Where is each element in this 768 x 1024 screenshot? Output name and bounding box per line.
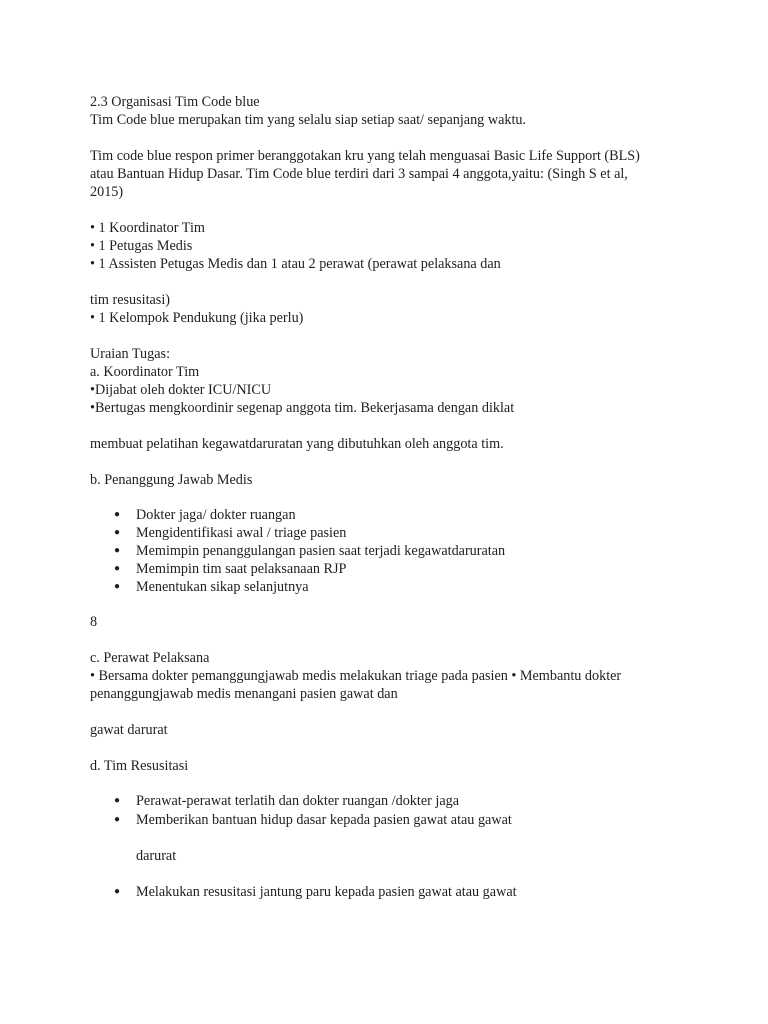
- member-item: • 1 Koordinator Tim: [90, 220, 205, 236]
- bullet-icon: ●: [114, 581, 121, 592]
- member-item: • 1 Petugas Medis: [90, 238, 193, 254]
- list-item-text: Memimpin penanggulangan pasien saat terjadi kegawatdaruratan: [136, 543, 506, 559]
- intro-text: Tim Code blue merupakan tim yang selalu siap setiap saat/ sepanjang waktu.: [90, 112, 527, 128]
- list-item-text: Memimpin tim saat pelaksanaan RJP: [136, 561, 347, 577]
- section-d-title: d. Tim Resusitasi: [90, 758, 189, 774]
- section-c-line: penanggungjawab medis menangani pasien gawat dan: [90, 686, 398, 702]
- bullet-icon: ●: [114, 563, 121, 574]
- paragraph-line: atau Bantuan Hidup Dasar. Tim Code blue terdiri dari 3 sampai 4 anggota,yaitu: (Singh S et al,: [90, 166, 628, 182]
- bullet-icon: ●: [114, 795, 121, 806]
- list-item-text: Perawat-perawat terlatih dan dokter ruangan /dokter jaga: [136, 793, 460, 809]
- duties-title: Uraian Tugas:: [90, 346, 171, 362]
- section-a-line: •Dijabat oleh dokter ICU/NICU: [90, 382, 272, 398]
- section-c-line: gawat darurat: [90, 722, 168, 738]
- list-item-text: Menentukan sikap selanjutnya: [136, 579, 309, 595]
- list-item-continuation: darurat: [136, 848, 177, 864]
- list-item-text: Memberikan bantuan hidup dasar kepada pasien gawat atau gawat: [136, 812, 512, 828]
- page-number: 8: [90, 614, 98, 630]
- section-a-line: membuat pelatihan kegawatdaruratan yang dibutuhkan oleh anggota tim.: [90, 436, 504, 452]
- section-c-line: • Bersama dokter pemanggungjawab medis melakukan triage pada pasien • Membantu dokter: [90, 668, 622, 684]
- bullet-icon: ●: [114, 509, 121, 520]
- section-b-title: b. Penanggung Jawab Medis: [90, 472, 253, 488]
- section-a-line: •Bertugas mengkoordinir segenap anggota tim. Bekerjasama dengan diklat: [90, 400, 515, 416]
- bullet-icon: ●: [114, 814, 121, 825]
- member-item: • 1 Kelompok Pendukung (jika perlu): [90, 310, 304, 326]
- bullet-icon: ●: [114, 545, 121, 556]
- bullet-icon: ●: [114, 886, 121, 897]
- member-item-continuation: tim resusitasi): [90, 292, 170, 308]
- bullet-icon: ●: [114, 527, 121, 538]
- paragraph-line: 2015): [90, 184, 124, 200]
- list-item-text: Melakukan resusitasi jantung paru kepada pasien gawat atau gawat: [136, 884, 517, 900]
- section-heading: 2.3 Organisasi Tim Code blue: [90, 94, 260, 110]
- list-item-text: Dokter jaga/ dokter ruangan: [136, 507, 296, 523]
- section-c-title: c. Perawat Pelaksana: [90, 650, 210, 666]
- member-item: • 1 Assisten Petugas Medis dan 1 atau 2 perawat (perawat pelaksana dan: [90, 256, 501, 272]
- section-a-title: a. Koordinator Tim: [90, 364, 200, 380]
- list-item-text: Mengidentifikasi awal / triage pasien: [136, 525, 347, 541]
- paragraph-line: Tim code blue respon primer beranggotakan kru yang telah menguasai Basic Life Support (BLS): [90, 148, 640, 164]
